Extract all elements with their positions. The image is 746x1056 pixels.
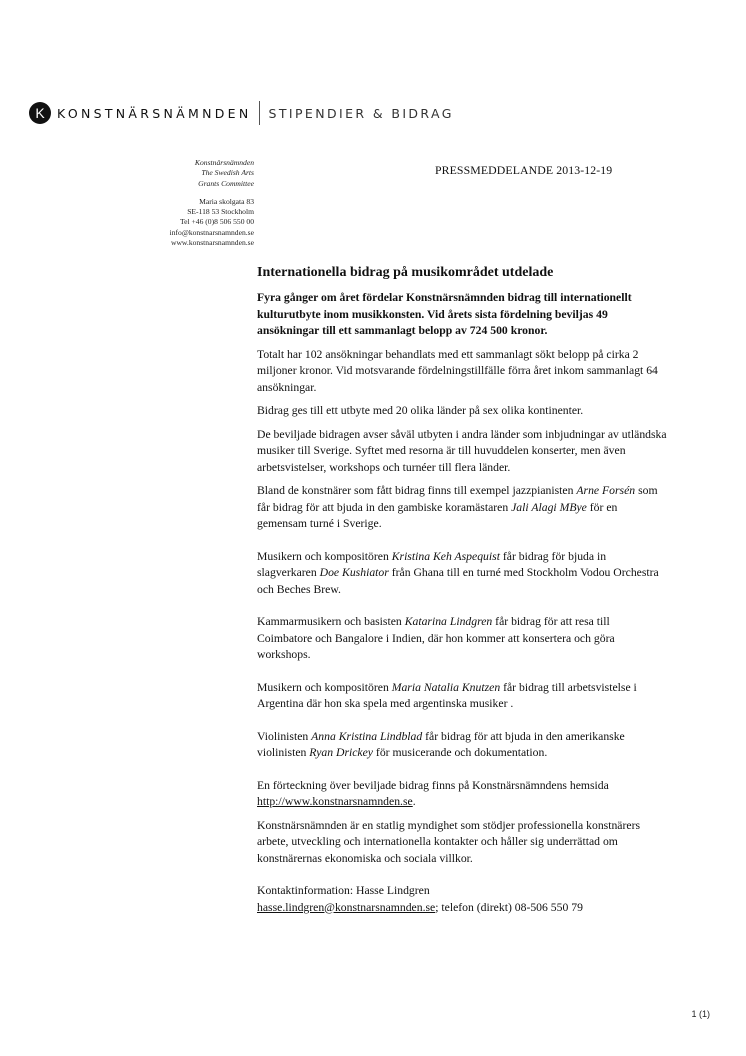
website-link[interactable]: http://www.konstnarsnamnden.se: [257, 795, 413, 808]
artist-name: Doe Kushiator: [319, 566, 389, 579]
artist-name: Arne Forsén: [576, 484, 636, 497]
paragraph-4: Bland de konstnärer som fått bidrag finns till exempel jazzpianisten Arne Forsén som får bidrag för att bjuda in den gambiske koramästaren Jali Alagi MBye för en gemensam turné i Sverige.: [257, 484, 658, 530]
sender-org-en-1: The Swedish Arts: [201, 168, 254, 178]
sender-web: www.konstnarsnamnden.se: [170, 238, 254, 248]
artist-name: Ryan Drickey: [309, 746, 373, 759]
page-number: 1 (1): [691, 1009, 710, 1019]
logo-divider: [259, 101, 260, 125]
paragraph-3: De beviljade bidragen avser såväl utbyten i andra länder som inbjudningar av utländska musiker till Sverige. Syftet med resorna är till huvuddelen konserter, men även arbetsvistelser, workshops och turnéer till flera länder.: [257, 427, 667, 474]
artist-name: Anna Kristina Lindblad: [311, 729, 423, 743]
artist-name: Kristina Keh Aspequist: [391, 549, 500, 563]
article: [257, 264, 667, 923]
artist-name: Maria Natalia Knutzen: [391, 680, 501, 694]
logo-tagline: STIPENDIER & BIDRAG: [268, 105, 454, 121]
sender-org: Konstnärsnämnden: [194, 158, 254, 167]
sender-phone: Tel +46 (0)8 506 550 00: [180, 217, 254, 227]
logo: [29, 101, 454, 125]
paragraph-6: Kammarmusikern och basisten Katarina Lindgren får bidrag för att resa till Coimbatore och Bangalore i Indien, där hon kommer att konsertera och göra workshops.: [257, 615, 615, 661]
sender-postal: SE-118 53 Stockholm: [187, 207, 254, 217]
paragraph-8: Violinisten Anna Kristina Lindblad får bidrag för att bjuda in den amerikanske violinisten Ryan Drickey för musicerande och dokumentation.: [257, 729, 625, 759]
press-release-label: PRESSMEDDELANDE 2013-12-19: [435, 163, 613, 177]
logo-mark: K: [29, 102, 51, 124]
sender-street: Maria skolgata 83: [199, 196, 254, 206]
paragraph-2: Bidrag ges till ett utbyte med 20 olika länder på sex olika kontinenter.: [257, 404, 584, 417]
sender-address-block: [170, 158, 254, 248]
article-lede: Fyra gånger om året fördelar Konstnärsnämnden bidrag till internationellt kulturutbyte inom musikkonsten. Vid årets sista fördelning beviljas 49 ansökningar till ett sammanlagt belopp av 724 500 kronor.: [257, 291, 632, 337]
contact-email-link[interactable]: hasse.lindgren@konstnarsnamnden.se: [257, 900, 436, 914]
sender-email: info@konstnarsnamnden.se: [169, 227, 254, 237]
paragraph-7: Musikern och kompositören Maria Natalia Knutzen får bidrag till arbetsvistelse i Argentina där hon ska spela med argentinska musiker .: [257, 680, 637, 710]
paragraph-1: Totalt har 102 ansökningar behandlats med ett sammanlagt sökt belopp på cirka 2 miljoner kronor. Vid motsvarande fördelningstillfälle förra året inkom sammanlagt 64 ansökningar.: [257, 347, 658, 394]
logo-wordmark: KONSTNÄRSNÄMNDEN: [57, 105, 252, 121]
paragraph-10: Konstnärsnämnden är en statlig myndighet som stödjer professionella konstnärers arbete, utveckling och internationella kontakter och håller sig underrättad om konstnärernas ekonomiska och sociala villkor.: [257, 818, 641, 865]
contact-info: Kontaktinformation: Hasse Lindgren hasse.lindgren@konstnarsnamnden.se; telefon (direkt) 08-506 550 79: [257, 884, 583, 914]
article-title: Internationella bidrag på musikområdet utdelade: [257, 265, 554, 280]
artist-name: Katarina Lindgren: [404, 615, 493, 628]
paragraph-5: Musikern och kompositören Kristina Keh Aspequist får bidrag för bjuda in slagverkaren Doe Kushiator från Ghana till en turné med Stockholm Vodou Orchestra och Beches Brew.: [257, 549, 659, 596]
artist-name: Jali Alagi MBye: [511, 500, 587, 514]
paragraph-9: En förteckning över beviljade bidrag finns på Konstnärsnämndens hemsida http://www.konstnarsnamnden.se.: [257, 778, 609, 808]
sender-org-en-2: Grants Committee: [198, 178, 254, 188]
